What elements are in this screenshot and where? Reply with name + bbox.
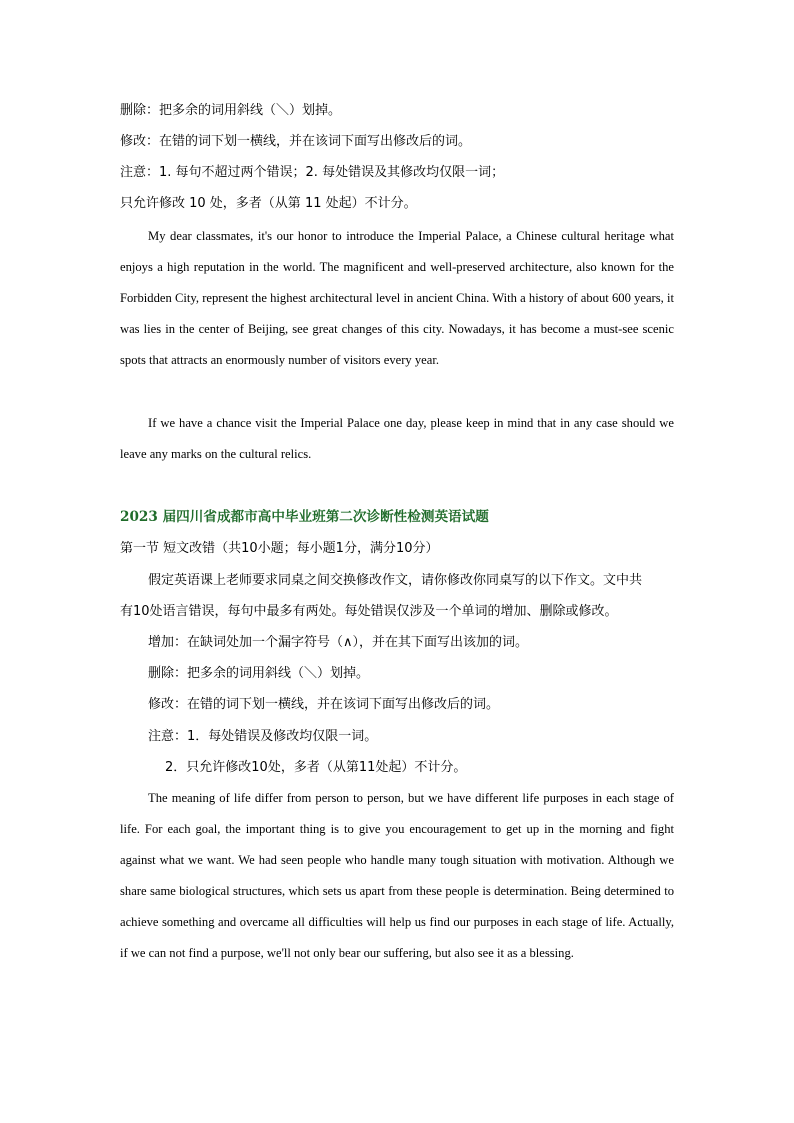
rule-limit: 2．只允许修改10处，多者（从第11处起）不计分。 (165, 760, 467, 775)
rule-note: 注意：1. 每句不超过两个错误；2. 每处错误及其修改均仅限一词； (120, 165, 505, 180)
rule-note: 注意：1．每处错误及修改均仅限一词。 (148, 729, 378, 744)
rule-limit: 只允许修改 10 处，多者（从第 11 处起）不计分。 (120, 196, 417, 211)
passage-paragraph: My dear classmates, it's our honor to introduce the Imperial Palace, a Chinese cultural heritage what enjoys a high reputation in the world. The magnificent and well-preserved architecture, also known for the Forbidden City, represent the highest architectural level in ancient China. With a history of about 600 years, it was lies in the center of Beijing, see great changes of this city. Nowadays, it has become a must-see scenic spots that attracts an enormously number of visitors every year. (120, 229, 674, 367)
exam-title: 2023 届四川省成都市高中毕业班第二次诊断性检测英语试题 (120, 509, 489, 525)
instruction-line: 有10处语言错误，每句中最多有两处。每处错误仅涉及一个单词的增加、删除或修改。 (120, 604, 618, 619)
rule-modify: 修改：在错的词下划一横线，并在该词下面写出修改后的词。 (148, 697, 500, 712)
rule-modify: 修改：在错的词下划一横线，并在该词下面写出修改后的词。 (120, 134, 472, 149)
rule-delete: 删除：把多余的词用斜线（＼）划掉。 (148, 666, 370, 681)
instruction-line: 假定英语课上老师要求同桌之间交换修改作文，请你修改你同桌写的以下作文。文中共 (148, 573, 643, 588)
rule-delete: 删除：把多余的词用斜线（＼）划掉。 (120, 103, 342, 118)
passage-paragraph: If we have a chance visit the Imperial Palace one day, please keep in mind that in any case should we leave any marks on the cultural relics. (120, 416, 674, 461)
section-title: 第一节 短文改错（共10小题；每小题1分，满分10分） (120, 541, 439, 556)
rule-add: 增加：在缺词处加一个漏字符号（∧），并在其下面写出该加的词。 (148, 635, 529, 650)
passage-paragraph: The meaning of life differ from person to person, but we have different life purposes in each stage of life. For each goal, the important thing is to give you encouragement to get up in the morning and fight against what we want. We had seen people who handle many tough situation with motivation. Although we share same biological structures, which sets us apart from these people is determination. Being determined to achieve something and overcame all difficulties will help us find our purposes in each stage of life. Actually, if we can not find a purpose, we'll not only bear our suffering, but also see it as a blessing. (120, 791, 674, 960)
